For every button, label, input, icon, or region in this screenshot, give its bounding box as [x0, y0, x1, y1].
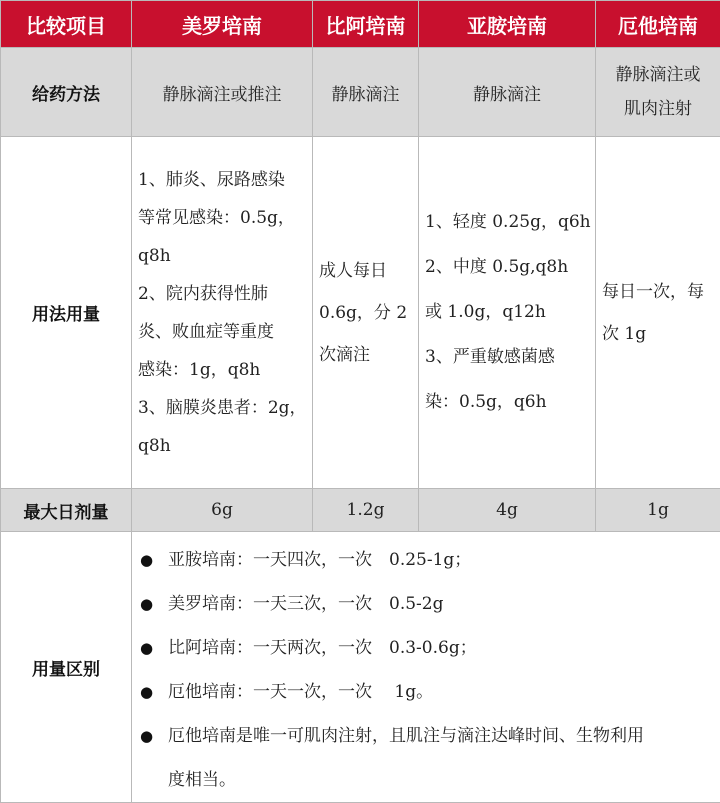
difference-text: 厄他培南：一天一次，一次 1g。	[168, 670, 712, 714]
bullet-dot-icon: ●	[140, 714, 168, 758]
bullet-dot-icon: ●	[140, 582, 168, 626]
maxdose-biapenem: 1.2g	[313, 489, 419, 532]
difference-content	[132, 532, 720, 803]
dosage-line: 次滴注	[319, 334, 412, 376]
dosage-ertapenem	[596, 137, 720, 489]
header-meropenem: 美罗培南	[132, 1, 313, 48]
difference-label: 用量区别	[1, 532, 132, 803]
dosage-line: 或 1.0g，q12h	[425, 290, 589, 335]
difference-text: 美罗培南：一天三次，一次 0.5-2g	[168, 582, 712, 626]
dosage-line: 成人每日	[319, 250, 412, 292]
bullet-dot-icon: ●	[140, 626, 168, 670]
difference-row	[1, 532, 720, 803]
admin-ertapenem	[596, 48, 720, 137]
difference-bullet	[140, 714, 712, 802]
maxdose-meropenem: 6g	[132, 489, 313, 532]
dosage-label: 用法用量	[1, 137, 132, 489]
difference-bullet	[140, 626, 712, 670]
dosage-line: 感染：1g，q8h	[138, 351, 306, 389]
dosage-line: 1、肺炎、尿路感染	[138, 161, 306, 199]
maxdose-ertapenem: 1g	[596, 489, 720, 532]
dosage-line: q8h	[138, 427, 306, 465]
dosage-meropenem	[132, 137, 313, 489]
dosage-line: 2、中度 0.5g,q8h	[425, 245, 589, 290]
header-row	[1, 1, 720, 48]
difference-text-line: 度相当。	[168, 758, 712, 802]
maxdose-label: 最大日剂量	[1, 489, 132, 532]
difference-bullet	[140, 538, 712, 582]
admin-ertapenem-line: 静脉滴注或	[596, 58, 720, 92]
admin-biapenem: 静脉滴注	[313, 48, 419, 137]
header-biapenem: 比阿培南	[313, 1, 419, 48]
header-imipenem: 亚胺培南	[419, 1, 596, 48]
dosage-row	[1, 137, 720, 489]
maxdose-row	[1, 489, 720, 532]
dosage-line: q8h	[138, 237, 306, 275]
dosage-line: 次 1g	[602, 313, 714, 355]
dosage-line: 3、脑膜炎患者：2g，	[138, 389, 306, 427]
maxdose-imipenem: 4g	[419, 489, 596, 532]
bullet-dot-icon: ●	[140, 670, 168, 714]
bullet-dot-icon: ●	[140, 538, 168, 582]
difference-bullet	[140, 582, 712, 626]
admin-label: 给药方法	[1, 48, 132, 137]
admin-row	[1, 48, 720, 137]
dosage-line: 等常见感染：0.5g，	[138, 199, 306, 237]
header-compare-item: 比较项目	[1, 1, 132, 48]
dosage-line: 3、严重敏感菌感	[425, 335, 589, 380]
dosage-biapenem	[313, 137, 419, 489]
difference-text-line: 厄他培南是唯一可肌肉注射，且肌注与滴注达峰时间、生物利用	[168, 714, 712, 758]
difference-bullet	[140, 670, 712, 714]
dosage-line: 0.6g，分 2	[319, 292, 412, 334]
admin-ertapenem-line: 肌肉注射	[596, 92, 720, 126]
dosage-line: 1、轻度 0.25g，q6h	[425, 200, 589, 245]
dosage-line: 每日一次，每	[602, 271, 714, 313]
difference-text: 比阿培南：一天两次，一次 0.3-0.6g；	[168, 626, 712, 670]
dosage-imipenem	[419, 137, 596, 489]
dosage-line: 染：0.5g，q6h	[425, 380, 589, 425]
difference-text	[168, 714, 712, 802]
difference-text: 亚胺培南：一天四次，一次 0.25-1g；	[168, 538, 712, 582]
header-ertapenem: 厄他培南	[596, 1, 720, 48]
dosage-line: 2、院内获得性肺	[138, 275, 306, 313]
dosage-line: 炎、败血症等重度	[138, 313, 306, 351]
admin-meropenem: 静脉滴注或推注	[132, 48, 313, 137]
admin-imipenem: 静脉滴注	[419, 48, 596, 137]
